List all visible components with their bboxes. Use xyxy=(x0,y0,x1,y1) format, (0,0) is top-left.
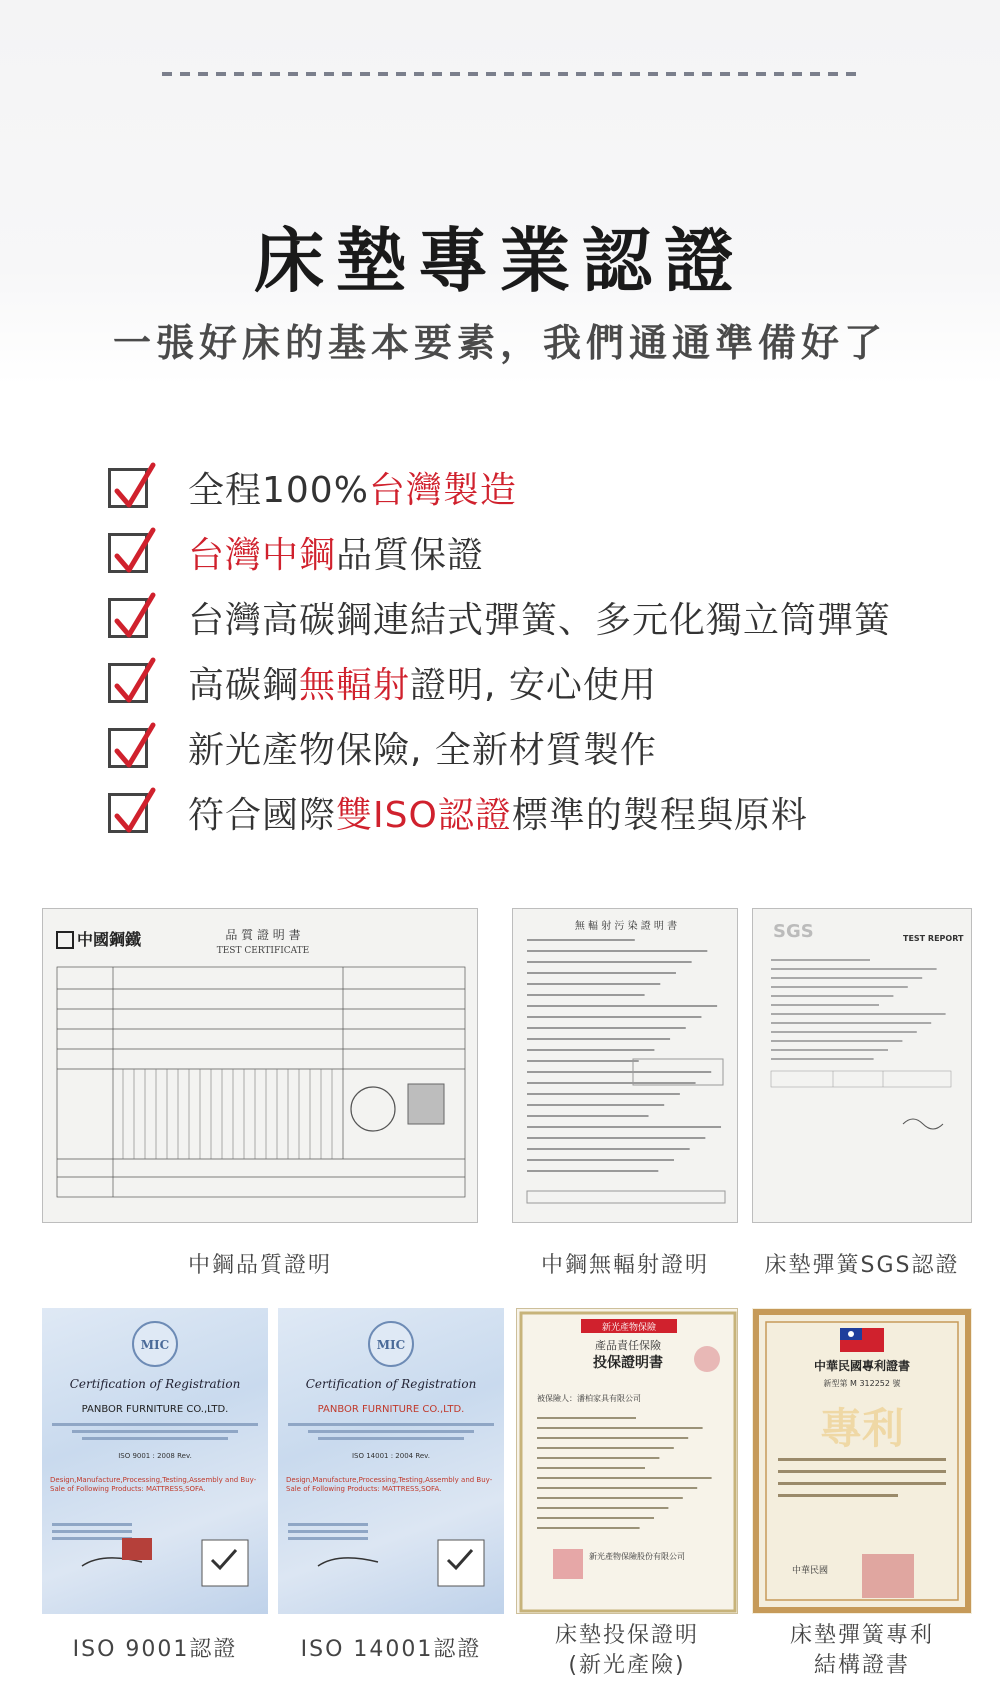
steel-quality-caption: 中鋼品質證明 xyxy=(187,1253,332,1278)
patent-caption-line1: 床墊彈簧專利 xyxy=(789,1623,934,1648)
checkmark-icon xyxy=(108,663,148,703)
feature-item xyxy=(108,650,891,715)
feature-text-part: 品質保證 xyxy=(336,535,485,576)
iso14001-standard: ISO 14001 : 2004 Rev. xyxy=(351,1452,431,1460)
iso9001-heading: Certification of Registration xyxy=(69,1377,241,1391)
iso9001-standard: ISO 9001 : 2008 Rev. xyxy=(118,1452,192,1460)
steel-quality-certificate xyxy=(42,908,478,1223)
sgs-doc-graphic xyxy=(753,909,972,1223)
patent-doc-title: 中華民國專利證書 xyxy=(813,1359,911,1373)
feature-highlight: 雙ISO認證 xyxy=(336,795,512,836)
sgs-logo-text: SGS xyxy=(773,921,814,942)
insurance-brand: 新光產物保險 xyxy=(601,1323,657,1333)
insurance-certificate xyxy=(516,1308,738,1614)
iso14001-scope: Design,Manufacture,Processing,Testing,Assembly and Buy-Sale of Following Products: MATTRESS,SOFA. xyxy=(286,1476,493,1493)
feature-text xyxy=(188,787,808,838)
patent-certificate xyxy=(752,1308,972,1614)
dashed-divider xyxy=(162,72,862,76)
feature-text-part: 符合國際 xyxy=(188,795,337,836)
checkmark-icon xyxy=(108,793,148,833)
insurance-caption-line1: 床墊投保證明 xyxy=(554,1623,699,1648)
iso14001-certificate xyxy=(278,1308,504,1614)
iso14001-heading: Certification of Registration xyxy=(305,1377,477,1391)
no-radiation-caption: 中鋼無輻射證明 xyxy=(540,1253,709,1278)
steel-logo-text: 中國鋼鐵 xyxy=(77,930,142,949)
feature-text-part: 全程100% xyxy=(188,470,369,511)
feature-item xyxy=(108,780,891,845)
feature-checklist xyxy=(108,455,891,845)
iso9001-company: PANBOR FURNITURE CO.,LTD. xyxy=(81,1404,229,1415)
iso14001-company: PANBOR FURNITURE CO.,LTD. xyxy=(317,1404,465,1415)
checkmark-icon xyxy=(108,533,148,573)
iso9001-caption: ISO 9001認證 xyxy=(72,1637,238,1662)
feature-text-part: 新光產物保險, 全新材質製作 xyxy=(188,730,657,771)
steel-doc-title: 品 質 證 明 書 xyxy=(225,928,301,942)
insurance-insured: 被保險人：潘柏家具有限公司 xyxy=(537,1394,641,1403)
feature-highlight: 無輻射 xyxy=(299,665,411,706)
feature-text-part: 證明, 安心使用 xyxy=(410,665,657,706)
feature-text-part: 標準的製程與原料 xyxy=(511,795,808,836)
feature-text-part: 台灣高碳鋼連結式彈簧、多元化獨立筒彈簧 xyxy=(188,600,892,641)
feature-text xyxy=(188,462,517,513)
no-radiation-doc-graphic xyxy=(513,909,738,1223)
patent-footer: 中華民國 xyxy=(792,1566,829,1576)
iso9001-doc-graphic xyxy=(42,1308,268,1614)
iso14001-doc-graphic xyxy=(278,1308,504,1614)
sgs-test-report xyxy=(752,908,972,1223)
steel-doc-subtitle: TEST CERTIFICATE xyxy=(216,946,310,956)
patent-caption-line2: 結構證書 xyxy=(813,1653,910,1678)
feature-text xyxy=(188,527,484,578)
feature-item xyxy=(108,585,891,650)
feature-text xyxy=(188,592,891,643)
iso9001-badge-text: MIC xyxy=(140,1338,170,1352)
checkmark-icon xyxy=(108,728,148,768)
feature-item xyxy=(108,520,891,585)
feature-item xyxy=(108,715,891,780)
insurance-doc-title: 產品責任保險 xyxy=(595,1339,661,1352)
page-subtitle: 一張好床的基本要素，我們通通準備好了 xyxy=(112,321,887,365)
patent-seal-watermark: 專利 xyxy=(819,1404,905,1453)
feature-text-part: 高碳鋼 xyxy=(188,665,300,706)
page-title: 床墊專業認證 xyxy=(254,219,746,302)
feature-text xyxy=(188,722,657,773)
insurance-doc-title2: 投保證明書 xyxy=(593,1355,663,1371)
insurance-company: 新光產物保險股份有限公司 xyxy=(589,1552,685,1561)
sgs-doc-title: TEST REPORT xyxy=(903,934,964,943)
insurance-caption-line2: (新光產險) xyxy=(568,1653,686,1678)
feature-text xyxy=(188,657,657,708)
iso14001-badge-text: MIC xyxy=(376,1338,406,1352)
patent-doc-graphic xyxy=(752,1308,972,1614)
no-radiation-doc-title: 無 輻 射 污 染 證 明 書 xyxy=(574,921,678,932)
checkmark-icon xyxy=(108,468,148,508)
iso9001-certificate xyxy=(42,1308,268,1614)
feature-item xyxy=(108,455,891,520)
steel-quality-doc-graphic xyxy=(43,909,478,1223)
feature-highlight: 台灣中鋼 xyxy=(188,535,337,576)
sgs-caption: 床墊彈簧SGS認證 xyxy=(764,1253,960,1278)
insurance-doc-graphic xyxy=(517,1309,738,1614)
iso14001-caption: ISO 14001認證 xyxy=(300,1637,482,1662)
checkmark-icon xyxy=(108,598,148,638)
feature-highlight: 台灣製造 xyxy=(368,470,517,511)
patent-number: 新型第 M 312252 號 xyxy=(823,1379,901,1388)
no-radiation-certificate xyxy=(512,908,738,1223)
iso9001-scope: Design,Manufacture,Processing,Testing,Assembly and Buy-Sale of Following Products: MATTRESS,SOFA. xyxy=(50,1476,257,1493)
